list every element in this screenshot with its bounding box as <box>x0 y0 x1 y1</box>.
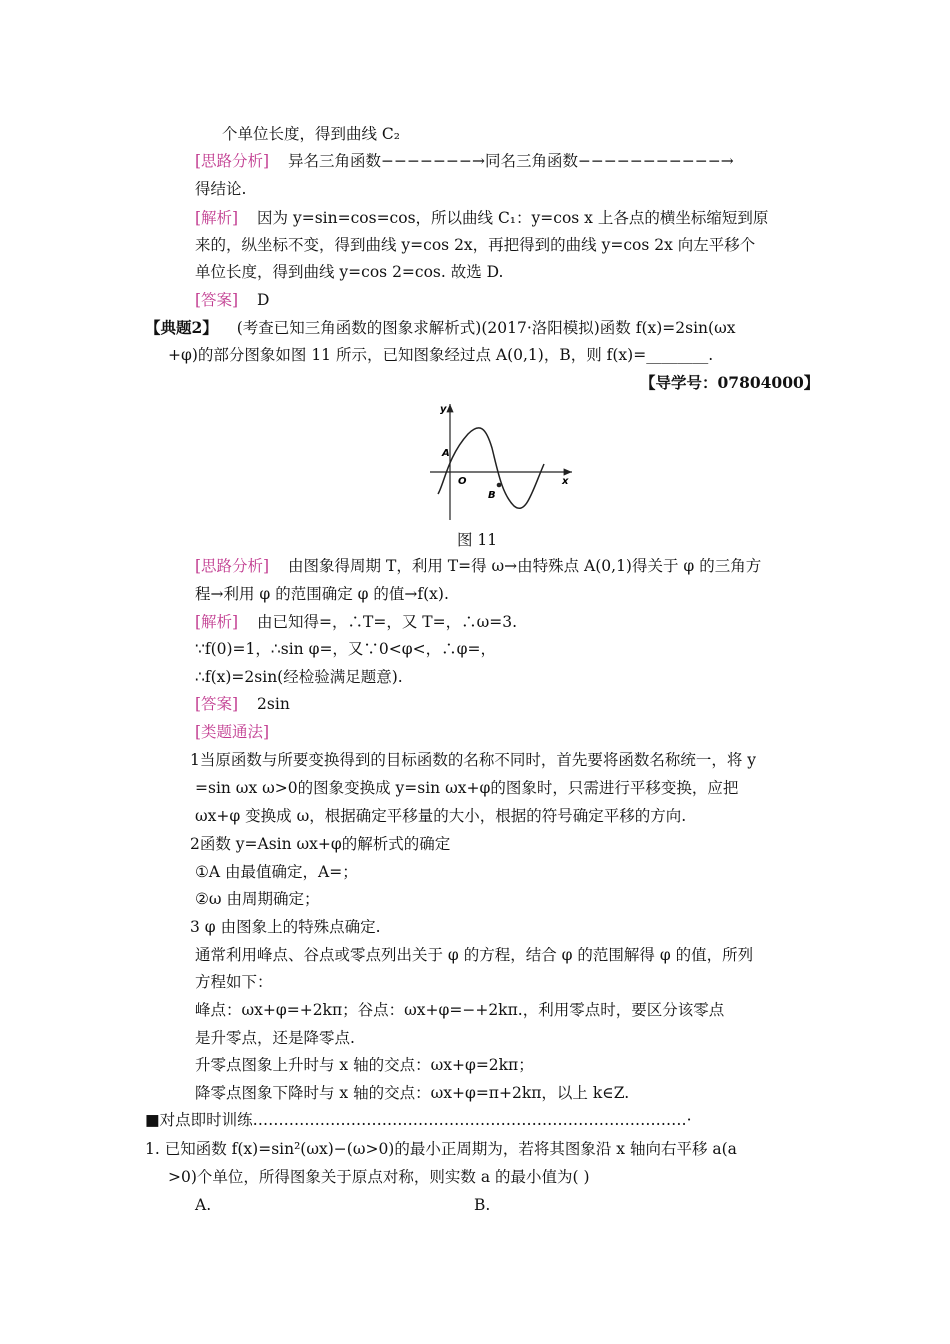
function-graph-figure <box>428 398 578 523</box>
line-22: ①A 由最值确定，A=； <box>195 863 358 881</box>
line-1: 个单位长度，得到曲线 C₂ <box>222 125 401 143</box>
line-11 <box>195 556 761 576</box>
section-practice: ■对点即时训练…………………………………………………………………………· <box>145 1111 692 1129</box>
line-2 <box>195 151 734 171</box>
tag-analysis: [思路分析] <box>195 152 270 170</box>
line-13 <box>195 612 517 632</box>
tag-answer: [答案] <box>195 291 239 309</box>
text: 由已知得=，∴T=，又 T=，∴ω=3. <box>257 613 518 631</box>
line-28: 是升零点，还是降零点. <box>195 1029 355 1047</box>
tag-solution: [解析] <box>195 613 239 631</box>
line-23: ②ω 由周期确定； <box>195 890 320 908</box>
line-26: 方程如下： <box>195 973 273 991</box>
line-3: 得结论. <box>195 180 247 198</box>
line-15: ∴f(x)=2sin(经检验满足题意). <box>195 668 403 686</box>
text: D <box>257 291 270 309</box>
option-b: B. <box>474 1196 491 1214</box>
question-1-line-1: 1. 已知函数 f(x)=sin²(ωx)−(ω>0)的最小正周期为，若将其图象沿 x 轴向右平移 a(a <box>145 1140 737 1158</box>
line-14: ∵f(0)=1，∴sin φ=，又∵0<φ<，∴φ=， <box>195 640 496 658</box>
line-21: 2函数 y=Asin ωx+φ的解析式的确定 <box>190 835 451 853</box>
line-8 <box>145 318 735 338</box>
tag-analysis: [思路分析] <box>195 557 270 575</box>
line-5: 来的，纵坐标不变，得到曲线 y=cos 2x，再把得到的曲线 y=cos 2x 向左平移个 <box>195 236 756 254</box>
line-6: 单位长度，得到曲线 y=cos 2=cos. 故选 D. <box>195 263 504 281</box>
line-30: 降零点图象下降时与 x 轴的交点：ωx+φ=π+2kπ，以上 k∈Z. <box>195 1084 630 1102</box>
y-axis-label: y <box>440 404 447 415</box>
line-29: 升零点图象上升时与 x 轴的交点：ωx+φ=2kπ； <box>195 1056 534 1074</box>
text: (考查已知三角函数的图象求解析式)(2017·洛阳模拟)函数 f(x)=2sin(ωx <box>236 319 736 337</box>
example-title: 【典题2】 <box>145 318 218 337</box>
point-b-label: B <box>488 490 496 501</box>
point-b-marker <box>497 483 502 488</box>
text: 因为 y=sin=cos=cos，所以曲线 C₁：y=cos x 上各点的横坐标缩短到原 <box>257 209 769 227</box>
line-4 <box>195 208 768 228</box>
guide-number: 【导学号：07804000】 <box>640 373 820 392</box>
text: 2sin <box>257 695 290 713</box>
tag-method-summary: [类题通法] <box>195 723 270 741</box>
question-1-line-2: >0)个单位，所得图象关于原点对称，则实数 a 的最小值为( ) <box>168 1168 590 1186</box>
line-16 <box>195 694 290 714</box>
option-a: A. <box>195 1196 212 1214</box>
x-axis-label: x <box>562 476 569 487</box>
text: 异名三角函数−−−−−−−→同名三角函数−−−−−−−−−−−→ <box>288 152 734 170</box>
line-20: ωx+φ 变换成 ω，根据确定平移量的大小，根据的符号确定平移的方向. <box>195 807 687 825</box>
line-19: =sin ωx ω>0的图象变换成 y=sin ωx+φ的图象时，只需进行平移变换，应把 <box>195 779 739 797</box>
figure-caption: 图 11 <box>457 531 498 549</box>
tag-solution: [解析] <box>195 209 239 227</box>
line-27: 峰点：ωx+φ=+2kπ；谷点：ωx+φ=−+2kπ.，利用零点时，要区分该零点 <box>195 1001 725 1019</box>
point-a-label: A <box>442 448 450 459</box>
tag-answer: [答案] <box>195 695 239 713</box>
line-24: 3 φ 由图象上的特殊点确定. <box>190 918 381 936</box>
line-25: 通常利用峰点、谷点或零点列出关于 φ 的方程，结合 φ 的范围解得 φ 的值，所列 <box>195 946 754 964</box>
origin-label: O <box>458 476 467 487</box>
line-7 <box>195 290 269 310</box>
text: 由图象得周期 T，利用 T=得 ω→由特殊点 A(0,1)得关于 φ 的三角方 <box>288 557 762 575</box>
line-9: +φ)的部分图象如图 11 所示，已知图象经过点 A(0,1)，B，则 f(x)=________. <box>168 346 714 364</box>
line-12: 程→利用 φ 的范围确定 φ 的值→f(x). <box>195 585 449 603</box>
line-18: 1当原函数与所要变换得到的目标函数的名称不同时，首先要将函数名称统一，将 y <box>190 751 757 769</box>
